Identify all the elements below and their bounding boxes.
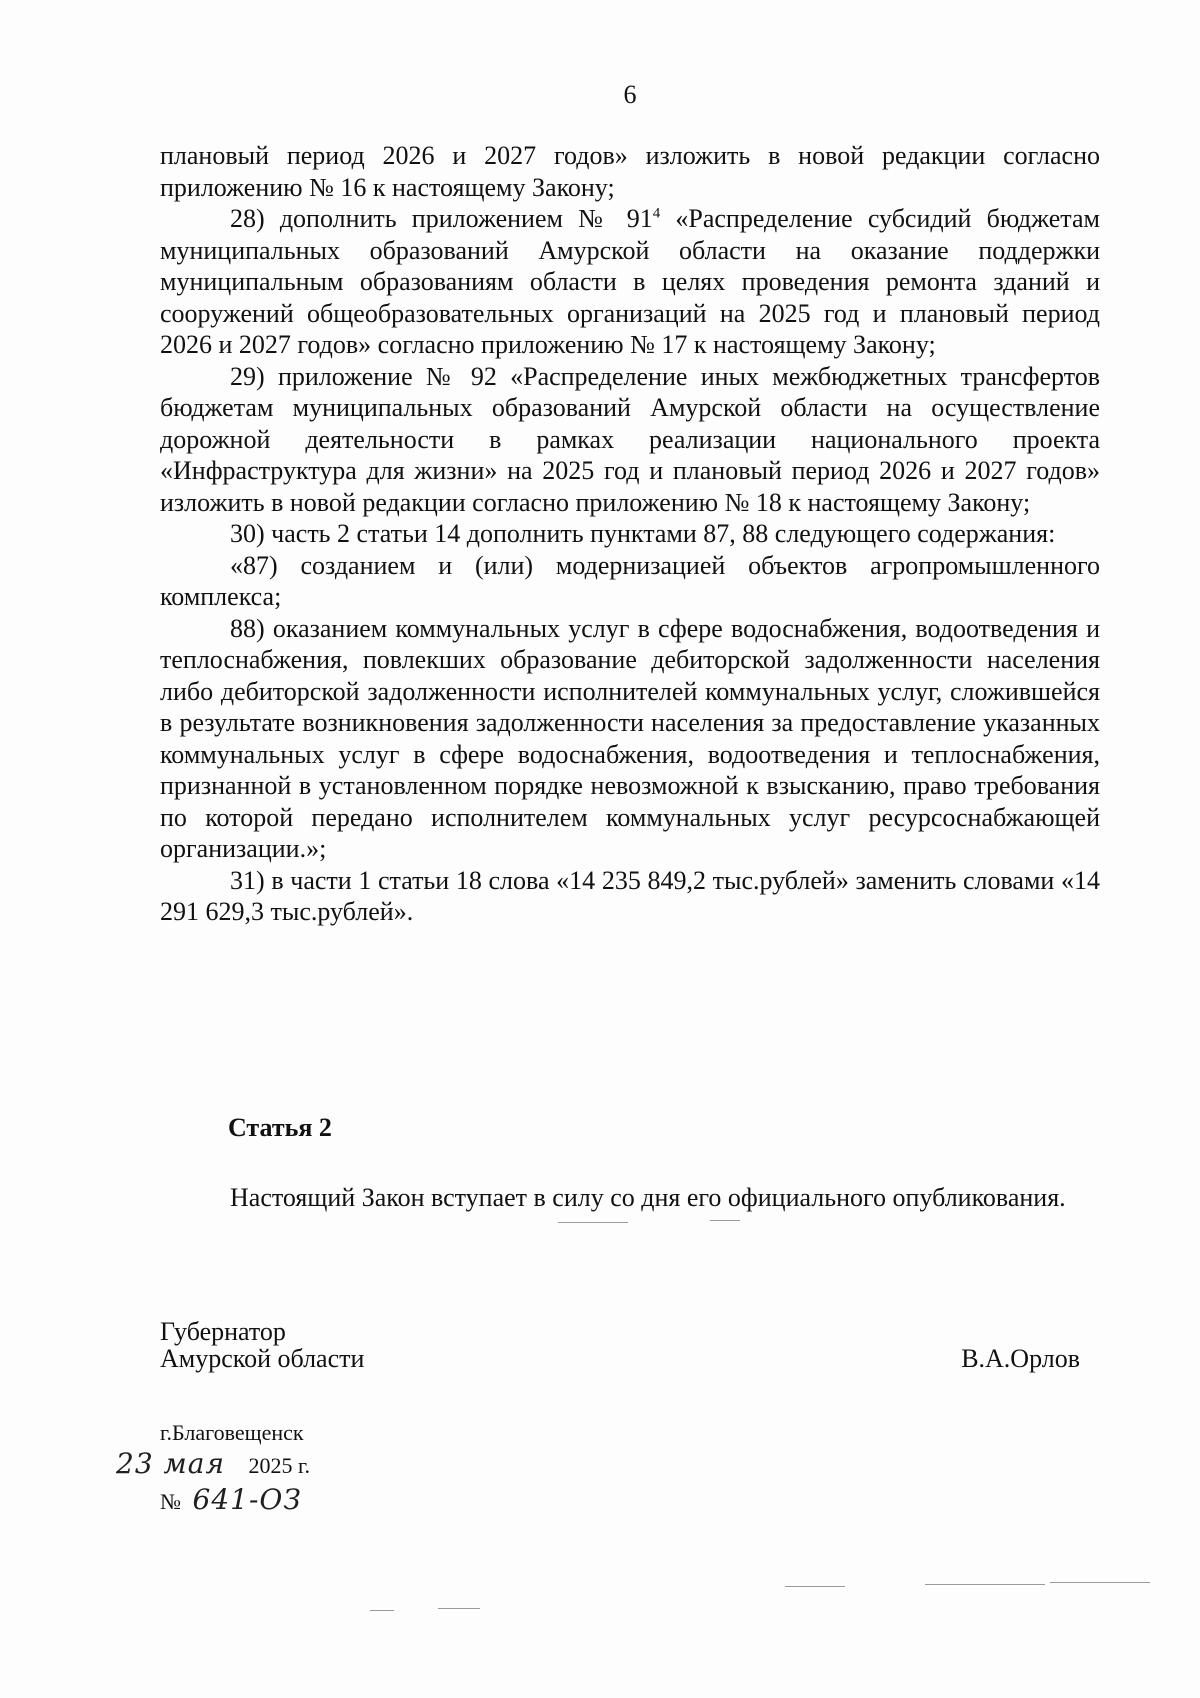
item-28-prefix: 28) дополнить приложением № 91 (230, 204, 653, 233)
article-2-heading: Статья 2 (228, 1113, 332, 1142)
page-number: 6 (623, 80, 637, 109)
paragraph-item-87: «87) созданием и (или) модернизацией объектов агропромышленного комплекса; (160, 550, 1100, 611)
date-year: 2025 г. (248, 1453, 311, 1478)
paragraph-item-88: 88) оказанием коммунальных услуг в сфере водоснабжения, водоотведения и теплоснабжения, повлекших образование дебиторской задолженности населения либо дебиторской задолженности исполнителей коммунальных услуг, сложившейся в результате возникновения задолженности населения за предоставление указанных коммунальных услуг в сфере водоснабжения, водоотведения и теплоснабжения, признанной в установленном порядке невозможной к взысканию, право требования по которой передано исполнителем коммунальных услуг ресурсоснабжающей организации.»; (160, 613, 1100, 863)
article-2-text (160, 1182, 1100, 1214)
scan-artifact (1050, 1582, 1150, 1583)
scan-artifact (370, 1610, 394, 1611)
paragraph-continuation: плановый период 2026 и 2027 годов» изложить в новой редакции согласно приложению № 16 к настоящему Закону; (160, 141, 1100, 202)
law-number-prefix: № (160, 1489, 181, 1514)
scan-artifact (438, 1608, 480, 1609)
place-of-signing: г.Благовещенск (160, 1420, 304, 1445)
paragraph-item-29: 29) приложение № 92 «Распределение иных межбюджетных трансфертов бюджетам муниципальных образований Амурской области на осуществление дорожной деятельности в рамках реализации национального проекта «Инфраструктура для жизни» на 2025 год и плановый период 2026 и 2027 годов» изложить в новой редакции согласно приложению № 18 к настоящему Закону; (160, 361, 1100, 517)
handwritten-law-number: 641-ОЗ (192, 1483, 302, 1516)
scan-artifact (785, 1586, 845, 1587)
law-number (160, 1482, 302, 1518)
law-amendments-text (160, 140, 1100, 928)
signatory-title (160, 1318, 364, 1372)
paragraph-item-30: 30) часть 2 статьи 14 дополнить пунктами 87, 88 следующего содержания: (230, 519, 1056, 548)
paragraph-item-31: 31) в части 1 статьи 18 слова «14 235 849,2 тыс.рублей» заменить словами «14 291 629,3 тыс.рублей». (160, 865, 1100, 926)
scan-artifact (925, 1584, 1045, 1585)
scan-artifact (710, 1220, 740, 1221)
signatory-title-line-2: Амурской области (160, 1344, 365, 1373)
item-28-suffix: «Распределение субсидий бюджетам муниципальных образований Амурской области на оказание поддержки муниципальным образованиям области в целях проведения ремонта зданий и сооружений общеобразовательных организаций на 2025 год и плановый период 2026 и 2027 годов» согласно приложению № 17 к настоящему Закону; (160, 204, 1100, 359)
signing-date (116, 1446, 310, 1482)
signatory-title-line-1: Губернатор (160, 1317, 286, 1346)
handwritten-date: 23 мая (116, 1447, 225, 1480)
article-2-paragraph: Настоящий Закон вступает в силу со дня его официального опубликования. (230, 1183, 1066, 1212)
item-28-superscript: 4 (652, 205, 661, 222)
paragraph-item-28 (160, 203, 1100, 361)
signatory-name: В.А.Орлов (961, 1344, 1080, 1373)
scan-artifact (558, 1222, 628, 1223)
